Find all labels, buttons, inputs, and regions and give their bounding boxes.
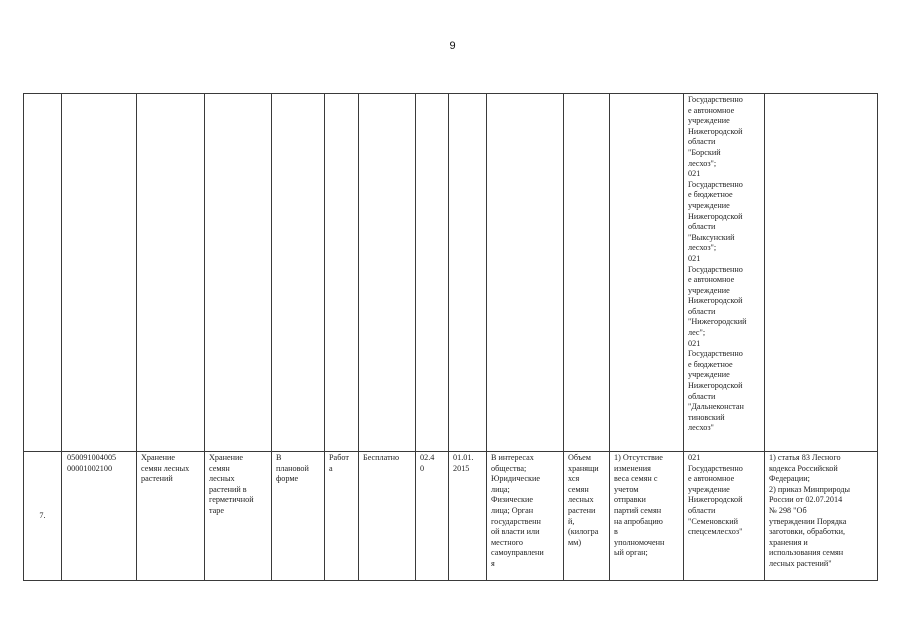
cell-consumers [487,452,564,581]
cell-payment [359,94,416,452]
cell-organizations [684,452,765,581]
cell-number [24,94,62,452]
row-number: 7. [39,510,46,520]
cell-date [449,452,487,581]
cell-volume-indicator [564,94,610,452]
volume-indicator: Объем хранящи хся семян лесных растени й, (килогра мм) [568,453,599,547]
cell-date [449,94,487,452]
organizations-text: 021 Государственно е автономное учреждение Нижегородской области "Семеновский спецсемлесхоз" [688,453,743,537]
service-form: В плановой форме [276,453,309,484]
cell-legal-basis [765,94,878,452]
cell-quality-indicator [610,452,684,581]
cell-number [24,452,62,581]
cell-registry-code [62,452,137,581]
cell-okved [416,452,449,581]
registry-table [23,93,878,581]
table-row [24,94,878,452]
cell-organizations [684,94,765,452]
cell-consumers [487,94,564,452]
service-type: Работ а [329,453,349,473]
table-row [24,452,878,581]
cell-okved [416,94,449,452]
cell-service-name [137,452,205,581]
registry-code: 050091004005 00001002100 [67,453,117,473]
page-number: 9 [449,40,456,52]
cell-content [205,452,272,581]
cell-service-name [137,94,205,452]
okved-code: 02.4 0 [420,453,435,473]
cell-quality-indicator [610,94,684,452]
cell-registry-code [62,94,137,452]
payment-type: Бесплатно [363,453,400,462]
cell-type [325,452,359,581]
cell-volume-indicator [564,452,610,581]
cell-legal-basis [765,452,878,581]
legal-basis: 1) статья 83 Лесного кодекса Российской Федерации; 2) приказ Минприроды России от 02.07.2014 № 298 "Об утверждении Порядка заготовки, обработки, хранения и использования семян лесных растений" [769,453,851,568]
cell-form [272,94,325,452]
quality-indicator: 1) Отсутствие изменения веса семян с учетом отправки партий семян на апробацию в уполномоченн ый орган; [614,453,665,558]
organizations-text: Государственно е автономное учреждение Нижегородской области "Борский лесхоз"; 021 Государственно е бюджетное учреждение Нижегородской области "Выксунский лесхоз"; 021 Государственно е автономное учреждение Нижегородской области "Нижегородский лес"; 021 Государственно е бюджетное учреждение Нижегородской области "Дальнеконстан тиновский лесхоз" [688,95,747,433]
cell-form [272,452,325,581]
service-content: Хранение семян лесных растений в герметичной таре [209,453,254,515]
cell-type [325,94,359,452]
cell-payment [359,452,416,581]
consumers: В интересах общества; Юридические лица; Физические лица; Орган государственн ой власти или местного самоуправлени я [491,453,544,568]
start-date: 01.01. 2015 [453,453,474,473]
service-name: Хранение семян лесных растений [141,453,190,484]
cell-content [205,94,272,452]
